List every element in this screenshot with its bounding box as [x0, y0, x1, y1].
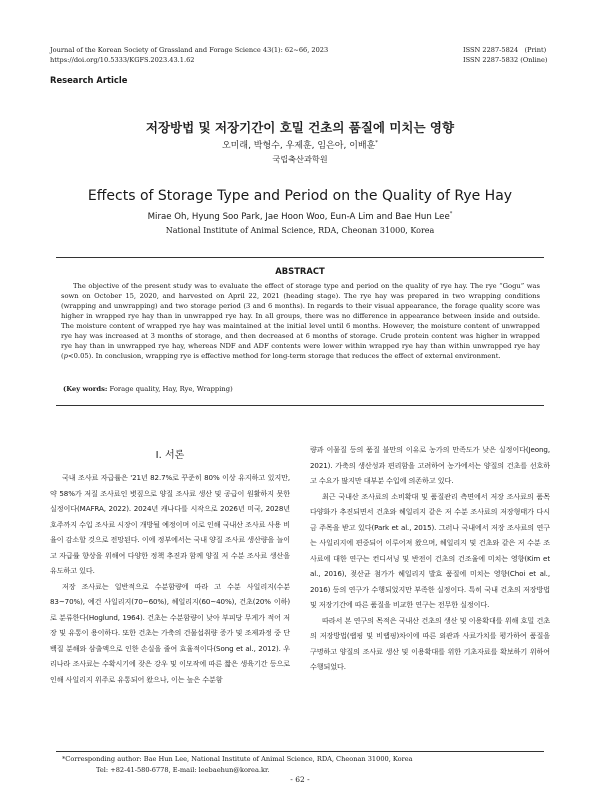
abstract-part-2: <0.05). In conclusion, wrapping rye is effective method for long-term storage that reduces the effect of external environment.	[67, 352, 501, 360]
keywords	[63, 384, 540, 394]
korean-authors	[0, 138, 600, 151]
journal-citation: Journal of the Korean Society of Grassland and Forage Science 43(1): 62~66, 2023	[50, 46, 329, 54]
english-authors	[0, 211, 600, 222]
footnote-line-1: *Corresponding author: Bae Hun Lee, National Institute of Animal Science, RDA, Cheonan 31000, Korea	[62, 755, 413, 763]
paragraph: 따라서 본 연구의 목적은 국내산 건초의 생산 및 이용확대를 위해 호밀 건초의 저장방법(랩핑 및 비랩핑)차이에 따른 외관과 사료가치를 평가하여 품질을 구명하고 양질의 조사료 생산 및 이용확대를 위한 기초자료를 확보하기 위하여 수행되었다.	[310, 615, 550, 671]
paragraph: 량과 이물질 등의 품질 불만의 이유로 농가의 만족도가 낮은 실정이다(Jeong, 2021). 가축의 생산성과 편리함을 고려하여 농가에서는 양질의 건초를 선호하고 수요가 많지만 대부분 수입에 의존하고 있다.	[310, 445, 550, 485]
paragraph: 저장 조사료는 일반적으로 수분함량에 따라 고 수분 사일리지(수분 83~70%), 예건 사일리지(70~60%), 헤일리지(60~40%), 건초(20% 이하)로 분류한다(Hoglund, 1964). 건초는 수분함량이 낮아 부피당 무게가 적어 저장 및 유통이 용이하다. 또한 건초는 가축의 건물섭취량 증가 및 조제과정 중 단백질 분해와 삼출액으로 인한 손실을 줄여 효율적이다(Song et al., 2012). 우리나라 조사료는 수확시기에 잦은 강우 및 이모작에 따른 짧은 생육기간 등으로 인해 사일리지 위주로 유통되어 왔으나, 이는 높은 수분함	[50, 581, 290, 684]
abstract-part-1: The objective of the present study was to evaluate the effect of storage type and period on the quality of rye hay. The rye “Gogu” was sown on October 15, 2020, and harvested on April 22, 2021 (heading stage). The rye hay was prepared in two wrapping conditions (wrapping and unwrapping) and two storage period (3 and 6 months). In regards to their visual appearance, the forage quality score was higher in wrapped rye hay than in unwrapped rye hay. In all groups, there was no difference in appearance between inside and outside. The moisture content of wrapped rye hay was maintained at the initial level until 6 months. However, the moisture content of unwrapped rye hay was increased at 3 months of storage, and then decreased at 6 months of storage. Crude protein content was higher in wrapped rye hay than in unwrapped rye hay, whereas NDF and ADF contents were lower within wrapped rye hay than within unwrapped rye hay (	[61, 282, 540, 360]
korean-title: 저장방법 및 저장기간이 호밀 건초의 품질에 미치는 영향	[145, 120, 455, 135]
right-column	[310, 442, 550, 675]
issn-print: ISSN 2287-5824 (Print)	[463, 46, 547, 54]
keywords-list: Forage quality, Hay, Rye, Wrapping)	[107, 385, 233, 393]
english-affiliation: National Institute of Animal Science, RDA, Cheonan 31000, Korea	[165, 226, 435, 235]
abstract-bottom-rule	[56, 405, 544, 406]
issn-block	[463, 45, 547, 65]
paragraph: 최근 국내산 조사료의 소비확대 및 품질관리 측면에서 저장 조사료의 품목 다양화가 추진되면서 건초와 헤일리지 같은 저 수분 조사료의 저장형태가 다시금 주목을 받고 있다(Park et al., 2015). 그러나 국내에서 저장 조사료의 연구는 사일리지에 편중되어 이루어져 왔으며, 헤일리지 및 건초와 같은 저 수분 조사료에 대한 연구는 컨디셔닝 및 반전이 건초의 건조율에 미치는 영향(Kim et al., 2016), 젖산균 첨가가 헤일리지 발효 품질에 미치는 영향(Choi et al., 2016) 등의 연구가 수행되었지만 부족한 실정이다. 특히 국내 건초의 저장방법 및 저장기간에 따른 품질을 비교한 연구는 전무한 실정이다.	[310, 491, 550, 609]
corresponding-author-footnote	[62, 754, 413, 776]
issn-online: ISSN 2287-5832 (Online)	[463, 56, 548, 64]
abstract-text	[61, 281, 540, 361]
abstract-p-symbol: p	[63, 352, 68, 360]
section-heading-introduction: Ⅰ. 서론	[155, 450, 185, 461]
article-type: Research Article	[50, 75, 128, 85]
footnote-rule	[56, 751, 544, 752]
english-author-list: Mirae Oh, Hyung Soo Park, Jae Hoon Woo, Eun-A Lim and Bae Hun Lee	[147, 211, 450, 222]
paragraph: 국내 조사료 자급률은 '21년 82.7%로 꾸준히 80% 이상 유지하고 있지만, 약 58%가 저질 조사료인 볏짚으로 양질 조사료 생산 및 공급이 원활하지 못한 실정이다(MAFRA, 2022). 2024년 캐나다를 시작으로 2026년 미국, 2028년 호주까지 수입 조사료 시장이 개방될 예정이며 이로 인해 국내산 조사료 사용 비율이 감소할 것으로 전망된다. 이에 정부에서는 국내 양질 조사료 생산량을 늘이고 자급률 향상을 위해여 다양한 정책 추진과 함께 양질 저 수분 조사료 생산을 유도하고 있다.	[50, 473, 290, 575]
footnote-line-2: Tel: +82-41-580-6778, E-mail: leebaehun@korea.kr.	[96, 766, 270, 774]
page-number: - 62 -	[290, 775, 310, 784]
abstract-heading: ABSTRACT	[275, 266, 325, 276]
doi-link[interactable]: https://doi.org/10.5333/KGFS.2023.43.1.62	[50, 56, 195, 64]
keywords-label: (Key words:	[63, 385, 108, 393]
english-title: Effects of Storage Type and Period on the Quality of Rye Hay	[87, 188, 513, 204]
korean-corresponding-mark: *	[375, 140, 378, 146]
korean-author-list: 오미래, 박형수, 우제훈, 임은아, 이배훈	[221, 141, 376, 151]
abstract-top-rule	[56, 257, 544, 258]
left-column	[50, 470, 290, 687]
english-corresponding-mark: *	[449, 211, 453, 217]
korean-affiliation: 국립축산과학원	[272, 154, 328, 164]
journal-header	[50, 45, 328, 65]
